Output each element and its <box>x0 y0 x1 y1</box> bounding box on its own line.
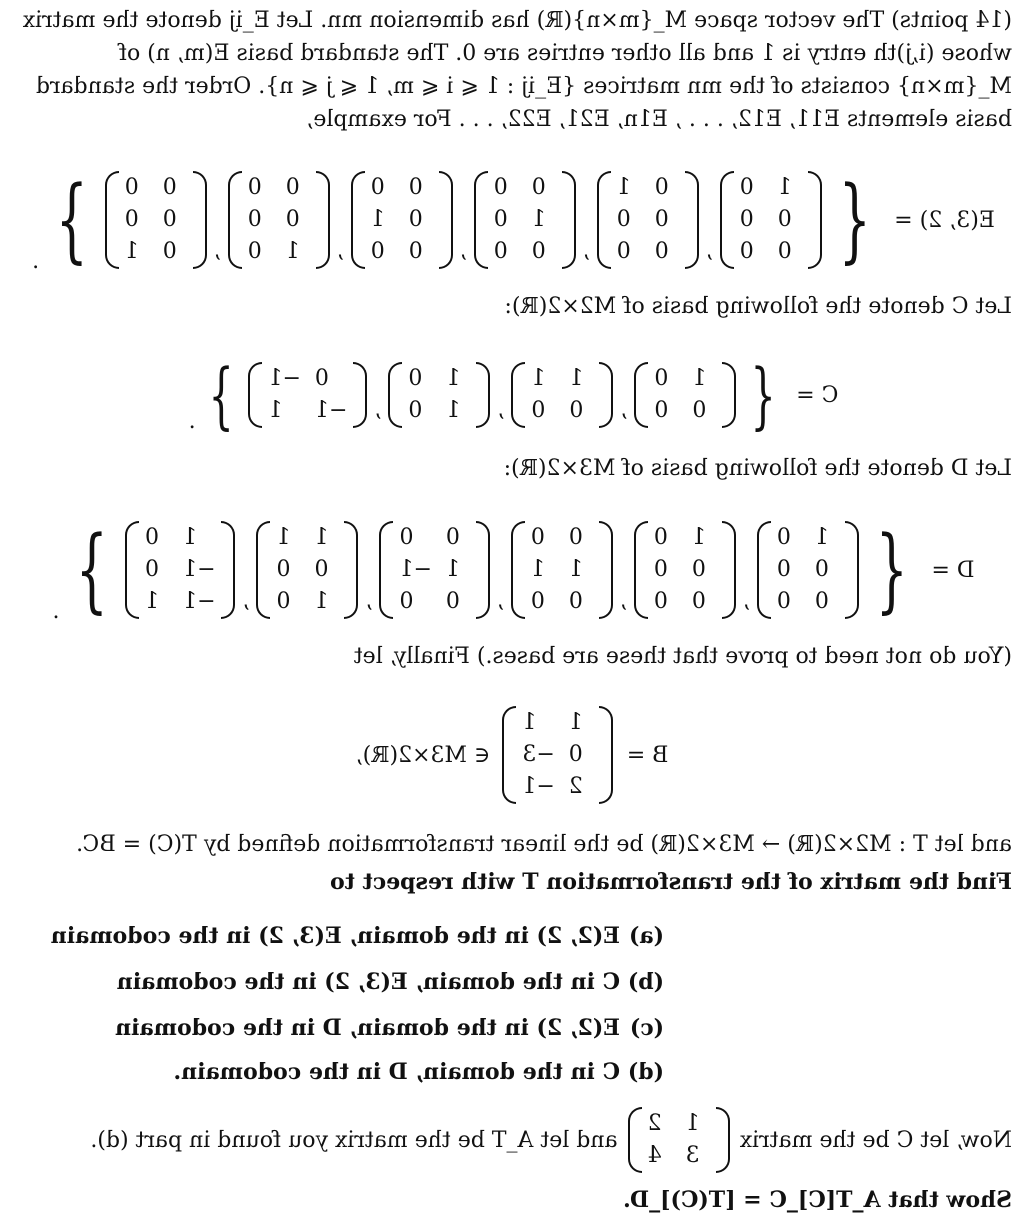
matrix-entry: 0 <box>568 525 583 550</box>
matrix-entry: 0 <box>653 525 668 550</box>
matrix-entry: 0 <box>654 398 669 423</box>
part-text: E(2, 2) in the domain, E(3, 2) in the codomain <box>50 923 620 949</box>
left-brace: { <box>838 166 872 273</box>
matrix-entry: 1 <box>531 366 546 391</box>
comma: , <box>582 238 590 263</box>
now-before: Now, let C be the matrix <box>739 1127 1012 1153</box>
matrix-entry: 0 <box>776 525 791 550</box>
matrix <box>256 521 358 619</box>
left-paren <box>685 171 699 269</box>
left-brace: { <box>876 516 909 623</box>
right-paren <box>720 171 734 269</box>
matrix-entry: 0 <box>654 366 669 391</box>
matrix-entry: 0 <box>408 398 423 423</box>
left-paren <box>845 521 859 619</box>
matrix-entry: 0 <box>285 207 300 232</box>
text-basis-d <box>12 452 1012 485</box>
matrix-entry: 0 <box>276 557 291 582</box>
matrix-entry: 1 <box>268 398 283 423</box>
matrix-entry: 1 <box>569 366 584 391</box>
matrix-entry: 0 <box>654 207 669 232</box>
right-paren <box>388 362 402 428</box>
matrix-entry: 0 <box>493 239 508 264</box>
matrix-entry: 0 <box>616 207 631 232</box>
matrix-entry: 1 <box>685 1111 700 1136</box>
matrix-entry: 0 <box>776 557 791 582</box>
period: . <box>32 249 40 274</box>
right-paren <box>379 521 393 619</box>
matrix-entry: 0 <box>739 175 754 200</box>
matrix-entry: 1 <box>531 207 546 232</box>
right-paren <box>228 171 242 269</box>
comma: , <box>242 588 250 613</box>
matrix-entry: 0 <box>162 207 177 232</box>
comma: , <box>620 397 628 422</box>
right-paren <box>125 521 139 619</box>
matrix-entry: 0 <box>568 589 583 614</box>
matrix-entry: 0 <box>370 175 385 200</box>
right-brace: } <box>75 516 108 623</box>
matrix-entry: 0 <box>408 239 423 264</box>
left-paren <box>316 171 330 269</box>
period: . <box>52 599 60 624</box>
left-paren <box>716 1107 730 1173</box>
right-paren <box>757 521 771 619</box>
matrix-entry: 0 <box>124 207 139 232</box>
matrix <box>628 1107 730 1173</box>
right-paren <box>634 362 648 428</box>
matrix-list <box>244 362 740 428</box>
matrix-entry: 0 <box>777 207 792 232</box>
matrix-b <box>498 706 616 804</box>
matrix-entry: 1 <box>530 557 545 582</box>
matrix-entry: 1 <box>445 557 460 582</box>
matrix-entry: 0 <box>654 239 669 264</box>
right-paren <box>105 171 119 269</box>
matrix-entry: 1 <box>145 589 160 614</box>
right-paren <box>351 171 365 269</box>
matrix-entry: 0 <box>162 175 177 200</box>
matrix-entry: 0 <box>399 525 414 550</box>
matrix <box>757 521 859 619</box>
matrix-entry: 0 <box>739 207 754 232</box>
matrix-entry: 2 <box>647 1111 662 1136</box>
part-text: C in the domain, E(3, 2) in the codomain <box>116 969 620 995</box>
matrix-entry: −1 <box>314 398 348 423</box>
matrix-entry: 0 <box>370 239 385 264</box>
right-paren <box>474 171 488 269</box>
matrix-entry: 1 <box>183 525 198 550</box>
matrix-entry: 1 <box>124 239 139 264</box>
matrix-entry: 0 <box>408 366 423 391</box>
left-paren <box>808 171 822 269</box>
left-paren <box>722 362 736 428</box>
comma: , <box>365 588 373 613</box>
intro-line: whose (i,j)th entry is 1 and all other entries are 0. The standard basis E(m, n) of <box>118 41 1012 66</box>
matrix-entry: 0 <box>247 207 262 232</box>
matrix-entry: 3 <box>685 1143 700 1168</box>
matrix-entry: 2 <box>568 774 583 799</box>
intro-line: (14 points) The vector space M_{m×n}(ℝ) has dimension mn. Let E_ij denote the matrix <box>22 8 1012 33</box>
matrix-entry: 1 <box>814 525 829 550</box>
equation-standard-basis <box>0 160 1024 280</box>
comma: , <box>374 397 382 422</box>
matrix <box>379 521 489 619</box>
matrix-entry: −1 <box>399 557 432 582</box>
comma: , <box>496 588 504 613</box>
part-label: (a) <box>628 923 664 949</box>
matrix-entry: 4 <box>647 1143 662 1168</box>
matrix <box>511 362 613 428</box>
matrix <box>351 171 453 269</box>
matrix-entry: 0 <box>314 557 329 582</box>
matrix-entry: 0 <box>653 557 668 582</box>
matrix-entry: 0 <box>408 207 423 232</box>
matrix-entry: 0 <box>162 239 177 264</box>
matrix-entry: 0 <box>445 525 460 550</box>
matrix-entry: 0 <box>493 207 508 232</box>
matrix-entry: 0 <box>654 175 669 200</box>
matrix <box>388 362 490 428</box>
equation-label: D = <box>931 557 975 583</box>
equation-suffix: ∈ M3×2(ℝ), <box>355 742 491 768</box>
matrix-entry: −1 <box>183 557 216 582</box>
right-paren <box>634 521 648 619</box>
left-paren <box>562 171 576 269</box>
right-paren <box>256 521 270 619</box>
period: . <box>188 409 196 434</box>
matrix-entry: 0 <box>569 398 584 423</box>
comma: , <box>619 588 627 613</box>
left-paren <box>353 362 367 428</box>
intro-line: M_{m×n} consists of the mn matrices {E_ij : 1 ⩽ i ⩽ m, 1 ⩽ j ⩽ n}. Order the standard <box>35 74 1012 99</box>
comma: , <box>497 397 505 422</box>
equation-label: C = <box>796 382 839 408</box>
matrix <box>597 171 699 269</box>
matrix-entry: 0 <box>145 557 160 582</box>
matrix-c-example <box>624 1107 734 1173</box>
matrix <box>720 171 822 269</box>
matrix-entry: 1 <box>568 710 583 735</box>
right-paren <box>502 706 516 804</box>
matrix-entry: 0 <box>653 589 668 614</box>
heading-line: Find the matrix of the transformation T with respect to <box>330 869 1012 895</box>
equation-label: E(3, 2) = <box>894 207 995 233</box>
left-paren <box>599 706 613 804</box>
right-brace: } <box>55 166 88 273</box>
matrix-list <box>121 521 863 619</box>
left-paren <box>476 521 490 619</box>
matrix-entry: 0 <box>285 175 300 200</box>
matrix-entry: 1 <box>446 366 461 391</box>
text-line: (You do not need to prove that these are bases.) Finally, let <box>353 644 1012 669</box>
right-paren <box>248 362 262 428</box>
matrix-entry: 0 <box>531 175 546 200</box>
matrix-entry: 1 <box>568 557 583 582</box>
matrix-entry: 0 <box>739 239 754 264</box>
matrix-entry: 1 <box>276 525 291 550</box>
matrix-entry: −1 <box>268 366 301 391</box>
matrix-entry: 0 <box>530 589 545 614</box>
right-paren <box>597 171 611 269</box>
matrix <box>474 171 576 269</box>
matrix-entry: 0 <box>247 175 262 200</box>
find-heading <box>12 866 1012 899</box>
comma: , <box>705 238 713 263</box>
matrix-entry: 0 <box>493 175 508 200</box>
left-paren <box>722 521 736 619</box>
matrix-entry: 1 <box>616 175 631 200</box>
matrix-entry: 1 <box>446 398 461 423</box>
matrix-entry: 0 <box>691 589 706 614</box>
part-b <box>117 966 664 999</box>
left-paren <box>221 521 235 619</box>
right-paren <box>511 362 525 428</box>
show-text: Show that A_T[C]_C = [T(C)]_D. <box>623 1187 1012 1213</box>
matrix <box>502 706 612 804</box>
matrix-entry: 0 <box>777 239 792 264</box>
show-line <box>12 1184 1012 1217</box>
matrix <box>228 171 330 269</box>
matrix-entry: 0 <box>124 175 139 200</box>
matrix-entry: 0 <box>531 398 546 423</box>
part-label: (b) <box>627 969 664 995</box>
left-paren <box>193 171 207 269</box>
comma: , <box>213 238 221 263</box>
matrix-entry: 0 <box>314 366 329 391</box>
matrix-entry: 0 <box>814 557 829 582</box>
matrix <box>634 521 736 619</box>
matrix-entry: −3 <box>522 742 555 767</box>
matrix-entry: 1 <box>691 525 706 550</box>
matrix <box>105 171 207 269</box>
matrix-entry: 1 <box>522 710 537 735</box>
left-paren <box>476 362 490 428</box>
part-label: (d) <box>627 1059 664 1085</box>
matrix-entry: 0 <box>616 239 631 264</box>
part-text: C in the domain, D in the codomain. <box>173 1059 620 1085</box>
matrix-entry: 0 <box>530 525 545 550</box>
matrix-entry: 1 <box>314 525 329 550</box>
matrix-entry: 0 <box>399 589 414 614</box>
matrix-entry: 1 <box>285 239 300 264</box>
part-label: (c) <box>629 1015 664 1041</box>
matrix-entry: 0 <box>445 589 460 614</box>
matrix <box>511 521 613 619</box>
part-d <box>174 1056 665 1089</box>
equation-label: B = <box>626 742 669 768</box>
matrix-entry: 0 <box>814 589 829 614</box>
part-a <box>51 920 664 953</box>
part-c <box>115 1012 664 1045</box>
matrix-entry: 0 <box>408 175 423 200</box>
matrix-entry: −1 <box>183 589 216 614</box>
matrix-entry: 1 <box>370 207 385 232</box>
text-line: Let C denote the following basis of M2×2(ℝ): <box>504 294 1012 319</box>
right-brace: } <box>208 353 235 437</box>
right-paren <box>628 1107 642 1173</box>
text-transformation <box>12 828 1012 861</box>
comma: , <box>336 238 344 263</box>
left-paren <box>439 171 453 269</box>
matrix <box>248 362 367 428</box>
matrix-entry: 0 <box>692 398 707 423</box>
left-paren <box>344 521 358 619</box>
matrix-entry: −1 <box>522 774 555 799</box>
matrix-entry: 0 <box>568 742 583 767</box>
matrix-entry: 0 <box>276 589 291 614</box>
now-after: and let A_T be the matrix you found in part (d). <box>90 1127 618 1153</box>
intro-line: basis elements E11, E12, . . . , E1n, E21, E22, . . . For example, <box>306 107 1012 132</box>
matrix-entry: 0 <box>531 239 546 264</box>
text-basis-c <box>12 290 1012 323</box>
left-paren <box>599 521 613 619</box>
equation-basis-d <box>0 510 1024 630</box>
matrix <box>634 362 736 428</box>
text-line: Let D denote the following basis of M3×2(ℝ): <box>503 456 1012 481</box>
matrix-entry: 1 <box>692 366 707 391</box>
matrix-entry: 0 <box>247 239 262 264</box>
equation-basis-c <box>0 350 1024 440</box>
matrix-entry: 0 <box>776 589 791 614</box>
comma: , <box>459 238 467 263</box>
left-paren <box>599 362 613 428</box>
matrix-entry: 0 <box>145 525 160 550</box>
matrix-list <box>101 171 826 269</box>
part-text: E(2, 2) in the domain, D in the codomain <box>115 1015 620 1041</box>
comma: , <box>742 588 750 613</box>
now-line <box>0 1100 1012 1180</box>
intro-paragraph <box>12 4 1012 136</box>
text-line: and let T : M2×2(ℝ) → M3×2(ℝ) be the linear transformation defined by T(C) = BC. <box>76 832 1012 857</box>
matrix-entry: 1 <box>777 175 792 200</box>
matrix-entry: 1 <box>314 589 329 614</box>
left-brace: { <box>750 353 776 437</box>
equation-matrix-b <box>0 695 1024 815</box>
matrix <box>125 521 235 619</box>
text-finally <box>12 640 1012 673</box>
matrix-entry: 0 <box>691 557 706 582</box>
right-paren <box>511 521 525 619</box>
